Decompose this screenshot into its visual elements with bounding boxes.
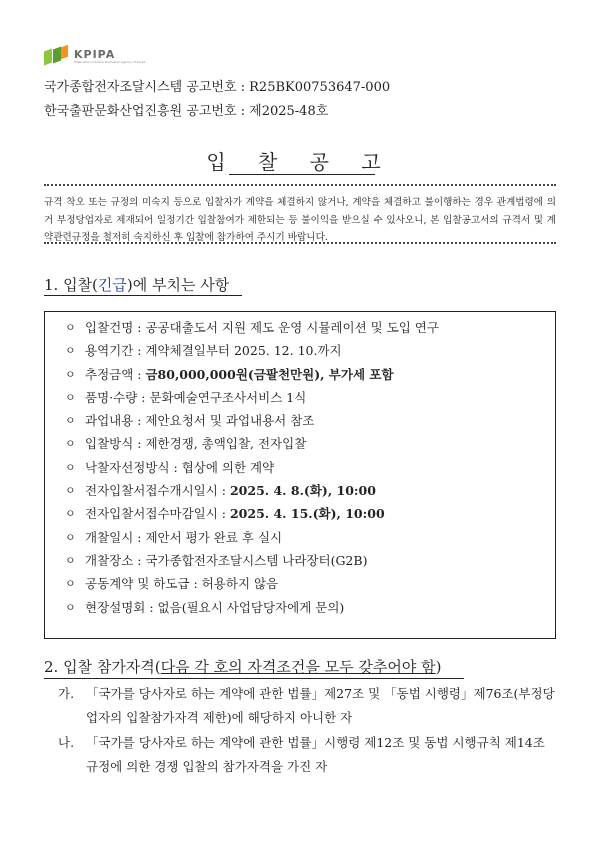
item-value: 금80,000,000원(금팔천만원), 부가세 포함 — [145, 366, 394, 382]
bullet-icon: ㅇ — [65, 414, 76, 428]
bullet-icon: ㅇ — [65, 507, 76, 521]
section-1-highlight: 긴급 — [97, 276, 127, 294]
section-2-underlined: 다음 각 호의 자격조건을 모두 갖추어야 함 — [160, 658, 436, 676]
list-item — [65, 339, 545, 362]
bullet-icon: ㅇ — [65, 577, 76, 591]
section-1-suffix: )에 부치는 사항 — [126, 276, 230, 294]
item-label: 품명·수량 : — [85, 389, 150, 405]
item-label: 과업내용 : — [85, 413, 146, 429]
item-value: 계약체결일부터 2025. 12. 10.까지 — [145, 343, 342, 359]
item-value: 제한경쟁, 총액입찰, 전자입찰 — [145, 436, 307, 452]
list-item — [65, 502, 545, 525]
item-value: 없음(필요시 사업담당자에게 문의) — [157, 599, 345, 615]
item-value: 국가종합전자조달시스템 나라장터(G2B) — [145, 552, 368, 568]
bullet-icon: ㅇ — [65, 553, 76, 567]
section-2-underline — [44, 678, 464, 679]
section-1-underline — [44, 295, 242, 296]
bullet-icon: ㅇ — [65, 484, 76, 498]
item-value: 2025. 4. 15.(화), 10:00 — [229, 506, 385, 522]
item-value: 공공대출도서 지원 제도 운영 시뮬레이션 및 도입 연구 — [145, 320, 439, 335]
item-label: 전자입찰서접수마감일시 : — [85, 506, 230, 522]
qualification-line: 업자의 입찰참가자격 제한)에 해당하지 아니한 자 — [86, 710, 353, 725]
item-value: 문화예술연구조사서비스 1식 — [149, 389, 307, 405]
section-2-suffix: ) — [435, 658, 442, 676]
bullet-icon: ㅇ — [65, 321, 76, 334]
dotted-divider-top — [44, 184, 556, 186]
list-item — [65, 479, 545, 502]
item-label: 입찰건명 : — [85, 320, 146, 335]
item-label: 공동계약 및 하도급 : — [85, 576, 202, 592]
intro-paragraph: 규격 착오 또는 규정의 미숙지 등으로 입찰자가 계약을 체결하지 않거나, 계약을 체결하고 불이행하는 경우 관계법령에 의거 부정당업자로 제재되어 일정기간 입찰참여가 제한되는 등 불이익을 받으실 수 있사오니, 본 입찰공고서의 규격서 및 계약관련규정을 철저히 숙지하신 후 입찰에 참가하여 주시기 바랍니다. — [44, 197, 556, 243]
page-title: 입 찰 공 고 — [206, 150, 394, 174]
item-label: 추정금액 : — [85, 366, 146, 382]
list-item — [65, 549, 545, 572]
list-item — [65, 386, 545, 409]
section-2-heading — [44, 656, 441, 677]
item-value: 2025. 4. 8.(화), 10:00 — [229, 483, 376, 499]
title-underline — [229, 174, 375, 175]
item-value: 협상에 의한 계약 — [181, 459, 275, 475]
item-label: 개찰일시 : — [85, 529, 146, 545]
bullet-icon: ㅇ — [65, 367, 76, 381]
section-1-heading — [44, 274, 229, 295]
qualification-line: 「국가를 당사자로 하는 계약에 관한 법률」시행령 제12조 및 동법 시행규칙 제14조 — [86, 735, 545, 750]
bid-details-list — [65, 316, 545, 619]
qualification-marker: 가. — [58, 686, 75, 701]
item-label: 용역기간 : — [85, 343, 146, 359]
bullet-icon: ㅇ — [65, 460, 76, 474]
item-label: 입찰방식 : — [85, 436, 146, 452]
g2b-notice-number: 국가종합전자조달시스템 공고번호 : R25BK00753647-000 — [44, 80, 391, 95]
item-label: 낙찰자선정방식 : — [85, 459, 182, 475]
bullet-icon: ㅇ — [65, 344, 76, 358]
list-item — [65, 363, 545, 386]
bid-details-box — [44, 311, 556, 639]
list-item — [65, 596, 545, 619]
item-value: 제안요청서 및 과업내용서 참조 — [145, 413, 315, 429]
bullet-icon: ㅇ — [65, 437, 76, 451]
item-label: 현장설명회 : — [85, 599, 158, 615]
qualification-line: 규정에 의한 경쟁 입찰의 참가자격을 가진 자 — [86, 759, 328, 774]
bullet-icon: ㅇ — [65, 530, 76, 544]
list-item — [65, 526, 545, 549]
list-item — [65, 572, 545, 595]
kpipa-logo — [44, 46, 145, 66]
logo-name: KPIPA — [74, 47, 116, 61]
bullet-icon: ㅇ — [65, 600, 76, 614]
list-item — [65, 456, 545, 479]
qualification-line: 「국가를 당사자로 하는 계약에 관한 법률」제27조 및 「동법 시행령」제76조(부정당 — [86, 686, 555, 701]
section-1-prefix: 1. 입찰( — [44, 276, 98, 294]
item-label: 개찰장소 : — [85, 552, 146, 568]
logo-subtitle: Publication Industry Promotion Agency of Korea — [74, 59, 146, 64]
kpipa-notice-number: 한국출판문화산업진흥원 공고번호 : 제2025-48호 — [44, 104, 329, 119]
bullet-icon: ㅇ — [65, 390, 76, 404]
dotted-divider-bottom — [44, 242, 556, 244]
list-item — [65, 409, 545, 432]
kpipa-logo-mark — [44, 46, 70, 66]
item-value: 허용하지 않음 — [201, 576, 279, 592]
section-2-prefix: 2. 입찰 참가자격( — [44, 658, 161, 676]
list-item — [65, 432, 545, 455]
item-value: 제안서 평가 완료 후 실시 — [145, 529, 283, 545]
list-item — [65, 316, 545, 339]
qualification-marker: 나. — [58, 735, 75, 750]
item-label: 전자입찰서접수개시일시 : — [85, 483, 230, 499]
